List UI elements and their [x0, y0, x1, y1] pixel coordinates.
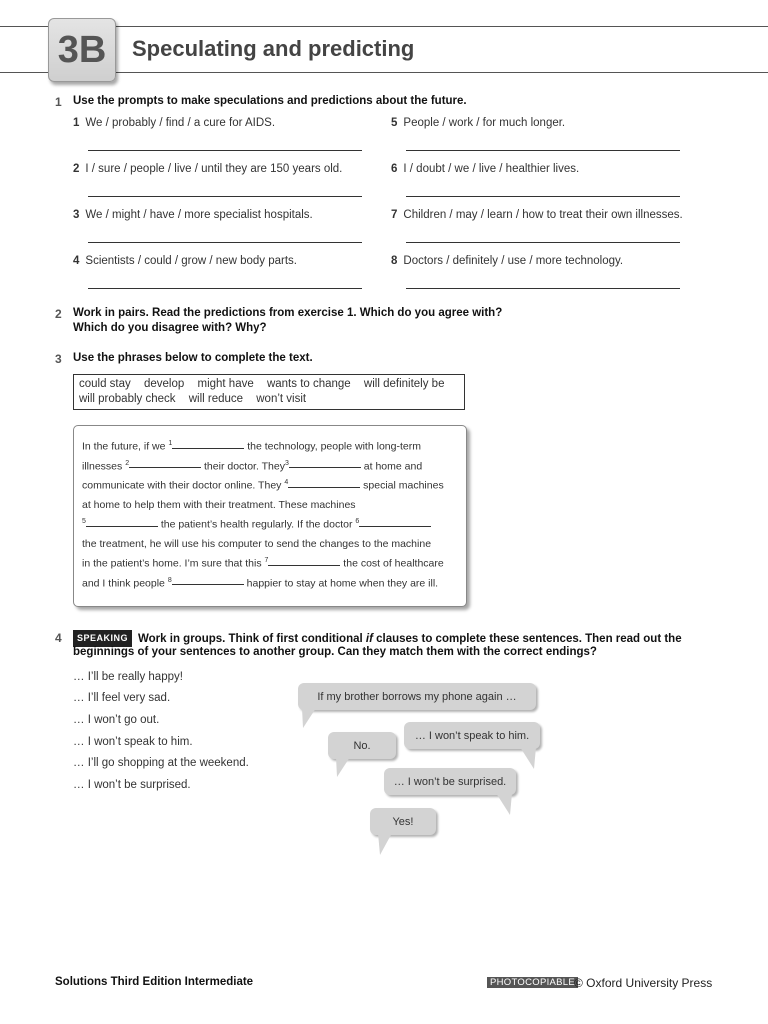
phrase: wants to change: [266, 378, 351, 390]
unit-badge: 3B: [48, 18, 116, 82]
gap-fill-text: In the future, if we $^1$ the technology, people with long-term illnesses $^2$ their doctor. They$^3$ at home and communicate with their doctor online. They $^4$ special machines at home to help them with their treatment. These machines $^5$ the patient’s health regularly. If the doctor $^6$ the treatment, he will use his computer to send the changes to the machine in the patient’s home. I’m sure that this $^7$ the cost of healthcare and I think people $^8$ happier to stay at home when they are ill.: [73, 425, 467, 607]
ending-4: … I won’t speak to him.: [73, 736, 193, 748]
footer-publisher: © Oxford University Press: [574, 976, 713, 990]
ex1-answer-line-1[interactable]: [88, 150, 362, 151]
exercise-3-instruction: Use the phrases below to complete the text.: [73, 352, 313, 364]
speech-bubble-3: No.: [328, 732, 396, 759]
gap-8[interactable]: [172, 584, 244, 585]
ex1-answer-line-7[interactable]: [406, 242, 680, 243]
phrase: might have: [197, 378, 254, 390]
exercise-1-number: 1: [55, 95, 62, 109]
ending-2: … I’ll feel very sad.: [73, 692, 171, 704]
phrase: will reduce: [188, 393, 244, 405]
gap-7[interactable]: [268, 565, 340, 566]
page-title: Speculating and predicting: [132, 36, 415, 61]
bubble-tail-4: [494, 793, 514, 817]
exercise-4-instruction-line-2: beginnings of your sentences to another group. Can they match them with the correct endings?: [73, 646, 597, 658]
ex1-item-8: 8 Doctors / definitely / use / more technology.: [391, 255, 624, 267]
phrase: will probably check: [79, 393, 176, 405]
ex1-item-2: 2 I / sure / people / live / until they are 150 years old.: [73, 163, 343, 175]
ending-5: … I’ll go shopping at the weekend.: [73, 757, 249, 769]
gap-6[interactable]: [359, 526, 431, 527]
ex1-item-1: 1 We / probably / find / a cure for AIDS.: [73, 117, 276, 129]
exercise-3-number: 3: [55, 352, 62, 366]
exercise-4-instruction-line-1: SPEAKING Work in groups. Think of first conditional if clauses to complete these sentences. Then read out the: [73, 630, 682, 647]
speech-bubble-4: … I won’t be surprised.: [384, 768, 516, 795]
ex1-item-6: 6 I / doubt / we / live / healthier lives.: [391, 163, 580, 175]
bubble-tail-1: [300, 708, 320, 730]
ex1-answer-line-3[interactable]: [88, 242, 362, 243]
ex1-item-3: 3 We / might / have / more specialist hospitals.: [73, 209, 313, 221]
gap-3[interactable]: [289, 467, 361, 468]
exercise-2-instruction-line-1: Work in pairs. Read the predictions from exercise 1. Which do you agree with?: [73, 307, 503, 319]
exercise-2-instruction-line-2: Which do you disagree with? Why?: [73, 322, 267, 334]
phrase-box: [73, 374, 465, 410]
exercise-4-number: 4: [55, 631, 62, 645]
ex1-answer-line-8[interactable]: [406, 288, 680, 289]
phrase: develop: [143, 378, 185, 390]
footer-book-title: Solutions Third Edition Intermediate: [55, 976, 254, 988]
ending-6: … I won’t be surprised.: [73, 779, 191, 791]
ending-3: … I won’t go out.: [73, 714, 160, 726]
speaking-tag: SPEAKING: [73, 630, 132, 647]
phrase: won’t visit: [256, 393, 307, 405]
speech-bubble-5: Yes!: [370, 808, 436, 835]
exercise-1-instruction: Use the prompts to make speculations and predictions about the future.: [73, 95, 467, 107]
ex1-answer-line-5[interactable]: [406, 150, 680, 151]
ending-1: … I’ll be really happy!: [73, 671, 183, 683]
speech-bubble-2: … I won’t speak to him.: [404, 722, 540, 749]
ex1-answer-line-4[interactable]: [88, 288, 362, 289]
gap-4[interactable]: [288, 487, 360, 488]
gap-2[interactable]: [129, 467, 201, 468]
bubble-tail-3: [334, 757, 354, 779]
ex1-answer-line-6[interactable]: [406, 196, 680, 197]
bubble-tail-5: [376, 833, 396, 857]
bubble-tail-2: [518, 747, 538, 771]
exercise-2-number: 2: [55, 307, 62, 321]
phrase: will definitely be: [363, 378, 445, 390]
ex1-item-5: 5 People / work / for much longer.: [391, 117, 566, 129]
phrase: could stay: [79, 378, 131, 390]
ex1-item-4: 4 Scientists / could / grow / new body parts.: [73, 255, 297, 267]
gap-1[interactable]: [172, 448, 244, 449]
photocopiable-label: PHOTOCOPIABLE: [487, 977, 578, 988]
ex1-answer-line-2[interactable]: [88, 196, 362, 197]
gap-5[interactable]: [86, 526, 158, 527]
ex1-item-7: 7 Children / may / learn / how to treat their own illnesses.: [391, 209, 683, 221]
speech-bubble-1: If my brother borrows my phone again …: [298, 683, 536, 710]
